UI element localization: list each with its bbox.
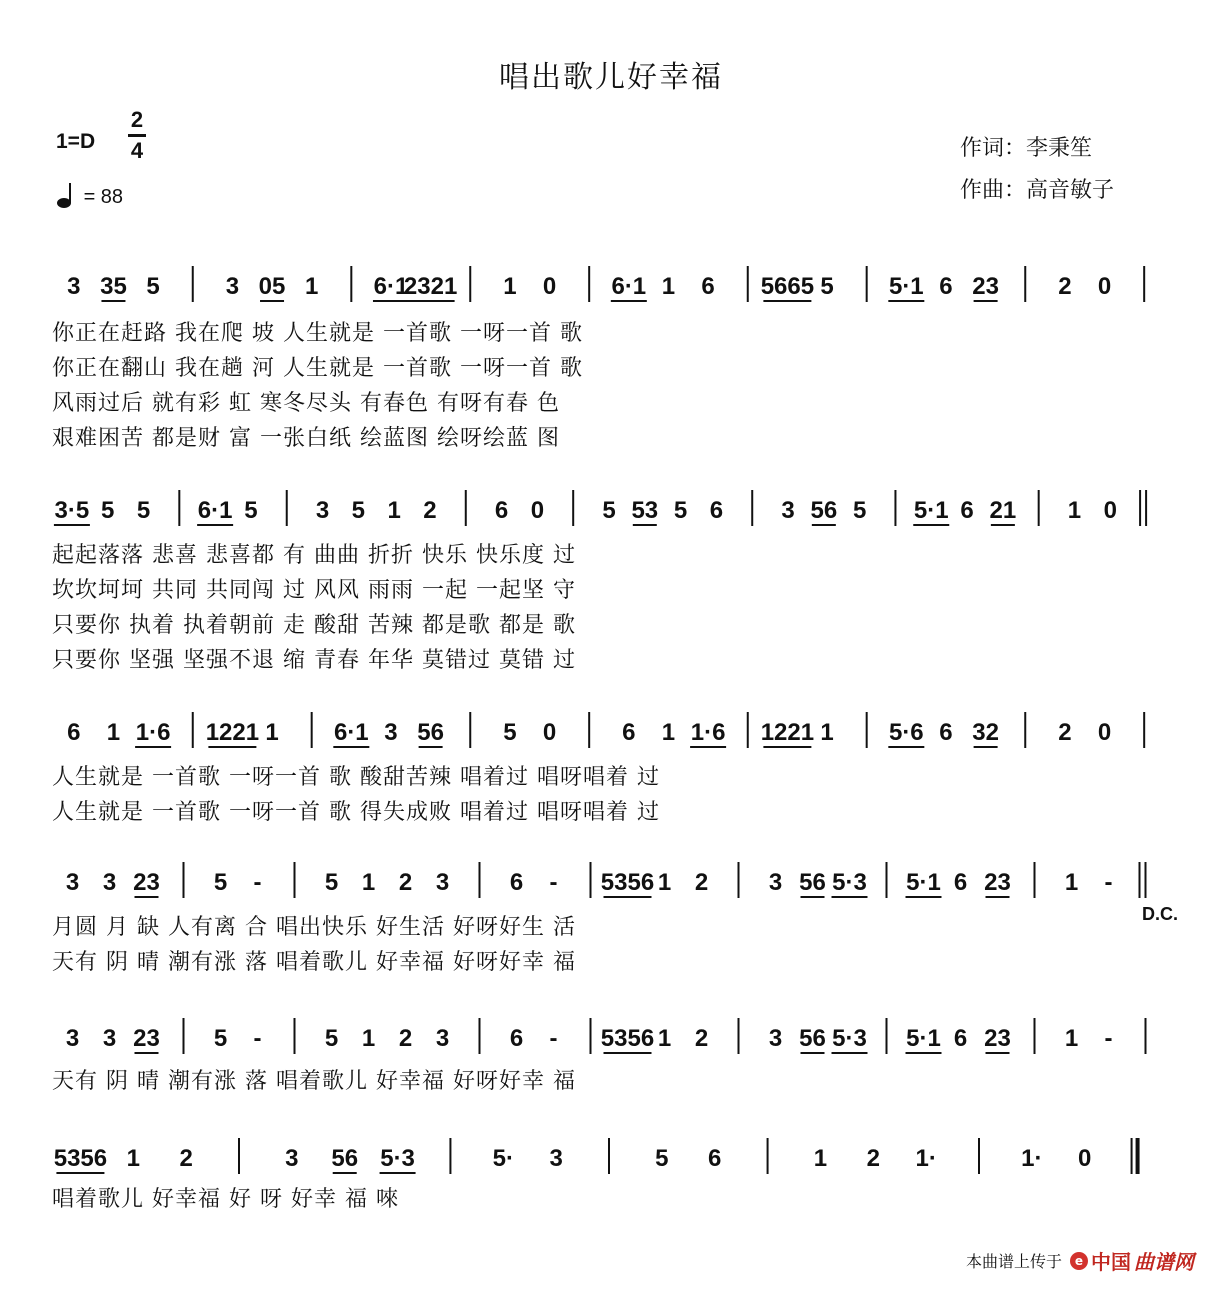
footer-text: 本曲谱上传于 (965, 1252, 1062, 1271)
note-group: 2 (694, 1025, 709, 1052)
note-group: 6 (701, 273, 715, 300)
note-group: 1 (106, 719, 121, 746)
lyric-verse-1: 月圆 月 缺 人有离 合 唱出快乐 好生活 好呀好生 活 (52, 915, 576, 940)
composer: 作曲：高音敏子 (960, 178, 1115, 203)
note-group: 6 (953, 869, 968, 896)
quarter-note-icon (56, 183, 78, 209)
note-group: 1· (915, 1145, 937, 1172)
note-group: 0 (1078, 1145, 1092, 1172)
note-group: 3·5 (54, 497, 90, 524)
note-group: 0 (1103, 497, 1117, 524)
note-group: 2 (423, 497, 437, 524)
note-group: 5· (492, 1145, 514, 1172)
note-group: 5 (213, 1025, 228, 1052)
meter-top: 2 (130, 107, 144, 132)
note-group: 5 (213, 869, 228, 896)
note-group: 5·3 (380, 1145, 415, 1172)
notation-line (46, 1014, 1181, 1054)
meter-bar (128, 134, 146, 137)
credits (960, 128, 1114, 212)
note-group: - (549, 869, 558, 896)
note-group: 5665 (760, 273, 815, 300)
note-group: 1 (661, 719, 676, 746)
note-group: 23 (984, 869, 1011, 896)
note-group: 6 (67, 719, 81, 746)
notation-line (46, 858, 1181, 898)
note-group: 21 (989, 497, 1017, 524)
note-group: 6 (953, 1025, 968, 1052)
note-group: 5 (852, 497, 867, 524)
note-group: 56 (799, 1025, 826, 1052)
upload-footer (966, 1246, 1194, 1275)
note-group: 5356 (53, 1145, 108, 1172)
note-group: - (1104, 1025, 1113, 1052)
note-group: 3 (549, 1145, 563, 1172)
notation-staff (46, 1014, 1181, 1064)
note-group: 6 (709, 497, 724, 524)
note-group: 6 (509, 1025, 524, 1052)
note-group: 5 (820, 273, 834, 300)
note-group: 6·1 (197, 497, 233, 524)
lyric-verse-1: 天有 阴 晴 潮有涨 落 唱着歌儿 好幸福 好呀好幸 福 (52, 1069, 576, 1094)
note-group: 1 (126, 1145, 140, 1172)
note-group: 1 (820, 719, 834, 746)
note-group: 6 (708, 1145, 722, 1172)
note-group: 6 (509, 869, 524, 896)
note-group: 1 (661, 273, 676, 300)
note-group: 3 (65, 869, 80, 896)
lyricist: 作词：李秉笙 (960, 136, 1093, 161)
notation-staff (46, 708, 1181, 758)
note-group: 3 (315, 497, 330, 524)
note-group: 23 (133, 869, 160, 896)
note-group: 23 (133, 1025, 160, 1052)
note-group: - (549, 1025, 558, 1052)
note-group: 5356 (600, 1025, 655, 1052)
notation-staff (46, 1134, 1181, 1184)
note-group: 1221 (205, 719, 260, 746)
note-group: 3 (435, 1025, 450, 1052)
score-title: 唱出歌儿好幸福 (499, 60, 723, 95)
lyric-verse-1: 起起落落 悲喜 悲喜都 有 曲曲 折折 快乐 快乐度 过 (52, 543, 576, 568)
notation-staff (46, 858, 1181, 908)
note-group: 5356 (600, 869, 655, 896)
note-group: 5 (602, 497, 616, 524)
note-group: 6 (960, 497, 974, 524)
notation-line (46, 708, 1181, 748)
note-group: 1 (361, 869, 376, 896)
note-group: 0 (542, 719, 557, 746)
note-group: 56 (417, 719, 444, 746)
note-group: 5·1 (906, 1025, 941, 1052)
note-group: 5 (503, 719, 517, 746)
note-group: 3 (435, 869, 450, 896)
note-group: 6 (494, 497, 509, 524)
notation-staff (46, 486, 1181, 536)
note-group: 3 (285, 1145, 299, 1172)
meter-bottom: 4 (130, 138, 144, 163)
note-group: 1 (387, 497, 401, 524)
note-group: 53 (631, 497, 659, 524)
note-group: 56 (810, 497, 838, 524)
note-group: 3 (225, 273, 240, 300)
note-group: 0 (1097, 273, 1112, 300)
note-group: 2 (1058, 719, 1072, 746)
note-group: 23 (984, 1025, 1011, 1052)
note-group: 6 (622, 719, 636, 746)
note-group: 0 (1097, 719, 1112, 746)
note-group: 3 (781, 497, 795, 524)
notation-line (46, 262, 1181, 302)
note-group: 5 (351, 497, 366, 524)
note-group: 2 (694, 869, 709, 896)
da-capo-mark: D.C. (1142, 904, 1178, 924)
note-group: 1· (1021, 1145, 1043, 1172)
note-group: 3 (384, 719, 398, 746)
lyric-verse-1: 你正在赶路 我在爬 坡 人生就是 一首歌 一呀一首 歌 (52, 321, 583, 346)
tempo-marking (56, 183, 123, 209)
note-group: 2 (398, 869, 413, 896)
key-signature: 1=D (56, 130, 96, 153)
note-group: 1 (361, 1025, 376, 1052)
note-group: 6·1 (373, 273, 409, 300)
note-group: 3 (102, 1025, 117, 1052)
note-group: 56 (799, 869, 826, 896)
notation-line (46, 486, 1181, 526)
note-group: 05 (258, 273, 286, 300)
note-group: 2 (179, 1145, 193, 1172)
note-group: 1 (657, 869, 672, 896)
time-signature (126, 108, 148, 163)
note-group: 6 (939, 273, 953, 300)
note-group: 0 (542, 273, 557, 300)
note-group: - (253, 1025, 262, 1052)
note-group: 5 (324, 1025, 339, 1052)
note-group: 56 (331, 1145, 359, 1172)
note-group: 5 (101, 497, 115, 524)
note-group: 1 (503, 273, 517, 300)
note-group: 32 (972, 719, 999, 746)
note-group: 3 (67, 273, 81, 300)
notation-line (46, 1134, 1181, 1174)
logo-icon: e (1070, 1252, 1088, 1270)
note-group: 5·6 (888, 719, 924, 746)
note-group: 1 (265, 719, 279, 746)
notation-staff (46, 262, 1181, 312)
lyric-verse-3: 只要你 执着 执着朝前 走 酸甜 苦辣 都是歌 都是 歌 (52, 613, 576, 638)
note-group: 5 (655, 1145, 669, 1172)
note-group: - (253, 869, 262, 896)
lyric-verse-4: 只要你 坚强 坚强不退 缩 青春 年华 莫错过 莫错 过 (52, 648, 576, 673)
note-group: 2 (866, 1145, 880, 1172)
lyric-verse-2: 坎坎坷坷 共同 共同闯 过 风风 雨雨 一起 一起坚 守 (52, 578, 576, 603)
note-group: 5·3 (832, 869, 867, 896)
note-group: 2 (1058, 273, 1072, 300)
lyric-verse-2: 人生就是 一首歌 一呀一首 歌 得失成败 唱着过 唱呀唱着 过 (52, 800, 660, 825)
note-group: 6·1 (611, 273, 647, 300)
lyric-verse-3: 风雨过后 就有彩 虹 寒冬尽头 有春色 有呀有春 色 (52, 391, 560, 416)
lyric-verse-1: 唱着歌儿 好幸福 好 呀 好幸 福 唻 (52, 1187, 399, 1212)
lyric-verse-2: 你正在翻山 我在趟 河 人生就是 一首歌 一呀一首 歌 (52, 356, 583, 381)
note-group: 3 (102, 869, 117, 896)
note-group: 1 (1064, 1025, 1079, 1052)
note-group: 0 (530, 497, 545, 524)
note-group: 2 (398, 1025, 413, 1052)
tempo-value: = 88 (83, 186, 124, 208)
note-group: 5·1 (913, 497, 949, 524)
note-group: 1 (304, 273, 319, 300)
note-group: 3 (768, 869, 783, 896)
lyric-verse-4: 艰难困苦 都是财 富 一张白纸 绘蓝图 绘呀绘蓝 图 (52, 426, 560, 451)
note-group: 5 (673, 497, 688, 524)
note-group: 3 (768, 1025, 783, 1052)
lyric-verse-1: 人生就是 一首歌 一呀一首 歌 酸甜苦辣 唱着过 唱呀唱着 过 (52, 765, 660, 790)
brand-cn: 中国 (1091, 1250, 1131, 1274)
note-group: 5·1 (906, 869, 941, 896)
note-group: 5 (324, 869, 339, 896)
note-group: 1221 (760, 719, 815, 746)
note-group: 5 (244, 497, 258, 524)
note-group: 6·1 (333, 719, 369, 746)
note-group: 35 (100, 273, 127, 300)
note-group: 5 (136, 497, 151, 524)
note-group: 1 (1067, 497, 1082, 524)
lyric-verse-2: 天有 阴 晴 潮有涨 落 唱着歌儿 好幸福 好呀好幸 福 (52, 950, 576, 975)
note-group: 5 (146, 273, 160, 300)
note-group: 1·6 (135, 719, 171, 746)
note-group: 1 (813, 1145, 828, 1172)
note-group: 1·6 (690, 719, 726, 746)
note-group: 5·1 (888, 273, 924, 300)
note-group: - (1104, 869, 1113, 896)
note-group: 23 (972, 273, 999, 300)
note-group: 5·3 (832, 1025, 867, 1052)
note-group: 6 (939, 719, 953, 746)
note-group: 3 (65, 1025, 80, 1052)
site-logo[interactable] (1070, 1246, 1194, 1275)
note-group: 1 (1064, 869, 1079, 896)
brand-qp: 曲谱网 (1134, 1250, 1194, 1274)
note-group: 1 (657, 1025, 672, 1052)
note-group: 2321 (403, 273, 458, 300)
